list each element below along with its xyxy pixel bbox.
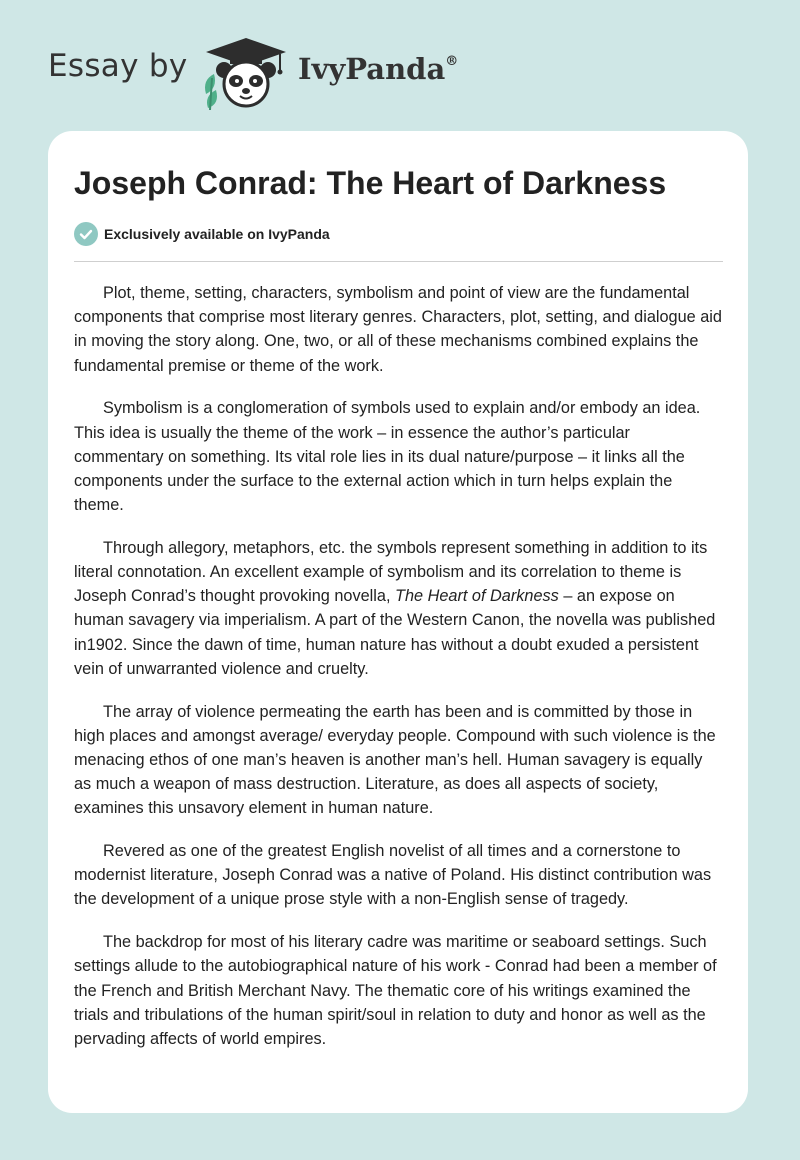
panda-graduate-icon[interactable]	[200, 34, 292, 115]
check-circle-icon	[74, 222, 98, 246]
paragraph-5: Revered as one of the greatest English novelist of all times and a cornerstone to modernist literature, Joseph Conrad was a native of Poland. His distinct contribution was the development of a unique prose style with a non-English sense of tragedy.	[74, 842, 712, 909]
registered-mark: ®	[445, 54, 459, 69]
novella-title: The Heart of Darkness	[395, 587, 559, 606]
paragraph-6: The backdrop for most of his literary cadre was maritime or seaboard settings. Such settings allude to the autobiographical nature of his work - Conrad had been a member of the French and British Merchant Navy. The thematic core of his writings examined the trials and tribulations of the human spirit/soul in relation to duty and honor as well as the pervading affects of world empires.	[74, 933, 717, 1048]
paragraph-3: Through allegory, metaphors, etc. the symbols represent something in addition to its literal connotation. An excellent example of symbolism and its correlation to theme is Joseph Conrad’s thought provoking novella, The Heart of Darkness – an expose on human savagery via imperialism. A part of the Western Canon, the novella was published in1902. Since the dawn of time, human nature has without a doubt exuded a persistent vein of unwarranted violence and cruelty.	[74, 538, 716, 678]
divider	[74, 261, 723, 262]
paragraph-1: Plot, theme, setting, characters, symbolism and point of view are the fundamental components that comprise most literary genres. Characters, plot, setting, and dialogue aid in moving the story along. One, two, or all of these mechanisms combined explains the fundamental premise or theme of the work.	[74, 284, 722, 375]
badge-text: Exclusively available on IvyPanda	[104, 226, 330, 242]
page-title: Joseph Conrad: The Heart of Darkness	[74, 165, 667, 201]
article-card	[48, 131, 748, 1113]
site-header	[0, 0, 800, 130]
paragraph-2: Symbolism is a conglomeration of symbols used to explain and/or embody an idea. This idea is usually the theme of the work – in essence the author’s particular commentary on something. Its vital role lies in its dual nature/purpose – it links all the components under the surface to the external action which in turn helps explain the theme.	[74, 399, 701, 515]
paragraph-4: The array of violence permeating the earth has been and is committed by those in high places and amongst average/ everyday people. Compound with such violence is the menacing ethos of one man’s heaven is another man’s hell. Human savagery is equally as much a weapon of mass destruction. Literature, as does all aspects of society, examines this unsavory element in human nature.	[74, 702, 716, 818]
brand-name[interactable]: IvyPanda®	[298, 52, 459, 86]
article-body	[74, 281, 724, 1070]
brand-prefix: Essay by	[48, 48, 188, 84]
